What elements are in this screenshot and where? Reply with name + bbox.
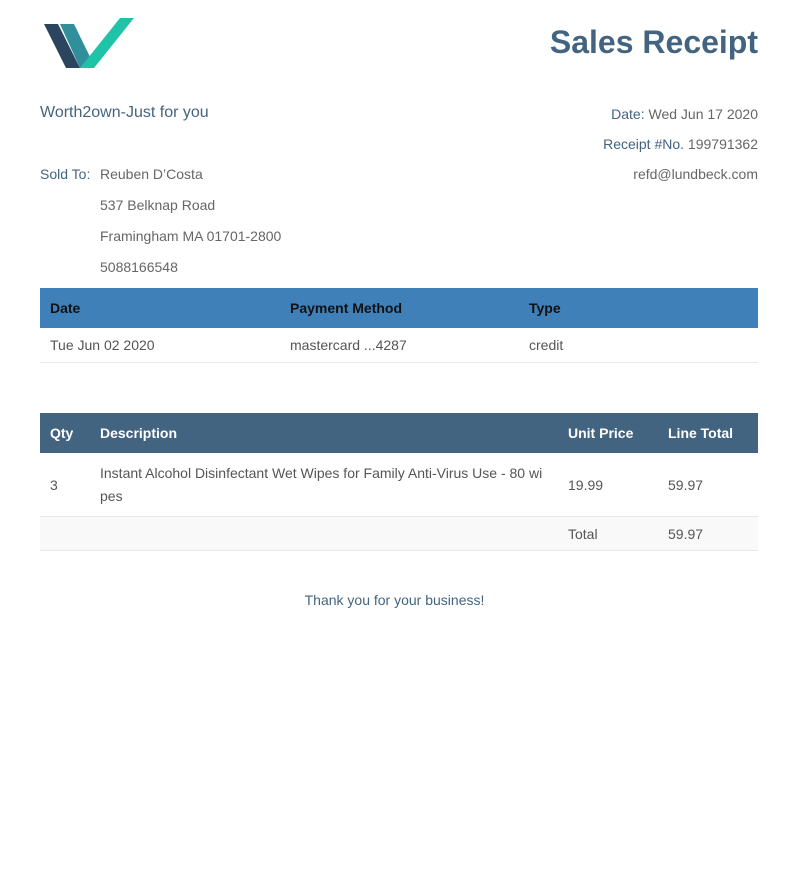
total-value: 59.97	[658, 517, 758, 551]
customer-name: Reuben D’Costa	[100, 166, 203, 182]
payment-table-header	[40, 288, 758, 328]
receipt-date-value: Wed Jun 17 2020	[648, 106, 758, 122]
receipt-number-label: Receipt #No.	[603, 136, 685, 152]
company-name: Worth2own-Just for you	[40, 104, 209, 121]
items-header-line-total: Line Total	[658, 413, 758, 453]
item-description: Instant Alcohol Disinfectant Wet Wipes for Family Anti-Virus Use - 80 wi pes	[90, 453, 558, 517]
total-spacer-qty	[40, 517, 90, 551]
payment-header-method: Payment Method	[280, 288, 519, 328]
items-table-header	[40, 413, 758, 453]
sold-to-label: Sold To:	[40, 166, 91, 182]
receipt-number	[603, 136, 758, 152]
items-header-unit-price: Unit Price	[558, 413, 658, 453]
receipt-number-value: 199791362	[687, 136, 758, 152]
table-row	[40, 328, 758, 363]
receipt-date-label: Date:	[611, 106, 645, 122]
payment-header-type: Type	[519, 288, 758, 328]
thank-you-message: Thank you for your business!	[304, 592, 485, 608]
item-unit-price: 19.99	[558, 453, 658, 517]
item-qty: 3	[40, 453, 90, 517]
payment-method: mastercard ...4287	[280, 328, 519, 363]
item-line-total: 59.97	[658, 453, 758, 517]
receipt-email	[633, 166, 758, 182]
payment-date: Tue Jun 02 2020	[40, 328, 280, 363]
items-header-qty: Qty	[40, 413, 90, 453]
payment-table	[40, 288, 758, 363]
customer-city: Framingham MA 01701-2800	[100, 228, 282, 244]
logo-right-stroke	[80, 18, 134, 68]
receipt-date	[611, 106, 758, 122]
items-header-description: Description	[90, 413, 558, 453]
page-title: Sales Receipt	[549, 24, 758, 60]
payment-type: credit	[519, 328, 758, 363]
customer-phone: 5088166548	[100, 259, 178, 275]
customer-street: 537 Belknap Road	[100, 197, 216, 213]
total-row	[40, 517, 758, 551]
receipt-email-value: refd@lundbeck.com	[633, 166, 758, 182]
table-row	[40, 453, 758, 517]
total-spacer-description	[90, 517, 558, 551]
items-table	[40, 413, 758, 551]
company-logo	[44, 18, 136, 70]
payment-header-date: Date	[40, 288, 280, 328]
total-label: Total	[558, 517, 658, 551]
